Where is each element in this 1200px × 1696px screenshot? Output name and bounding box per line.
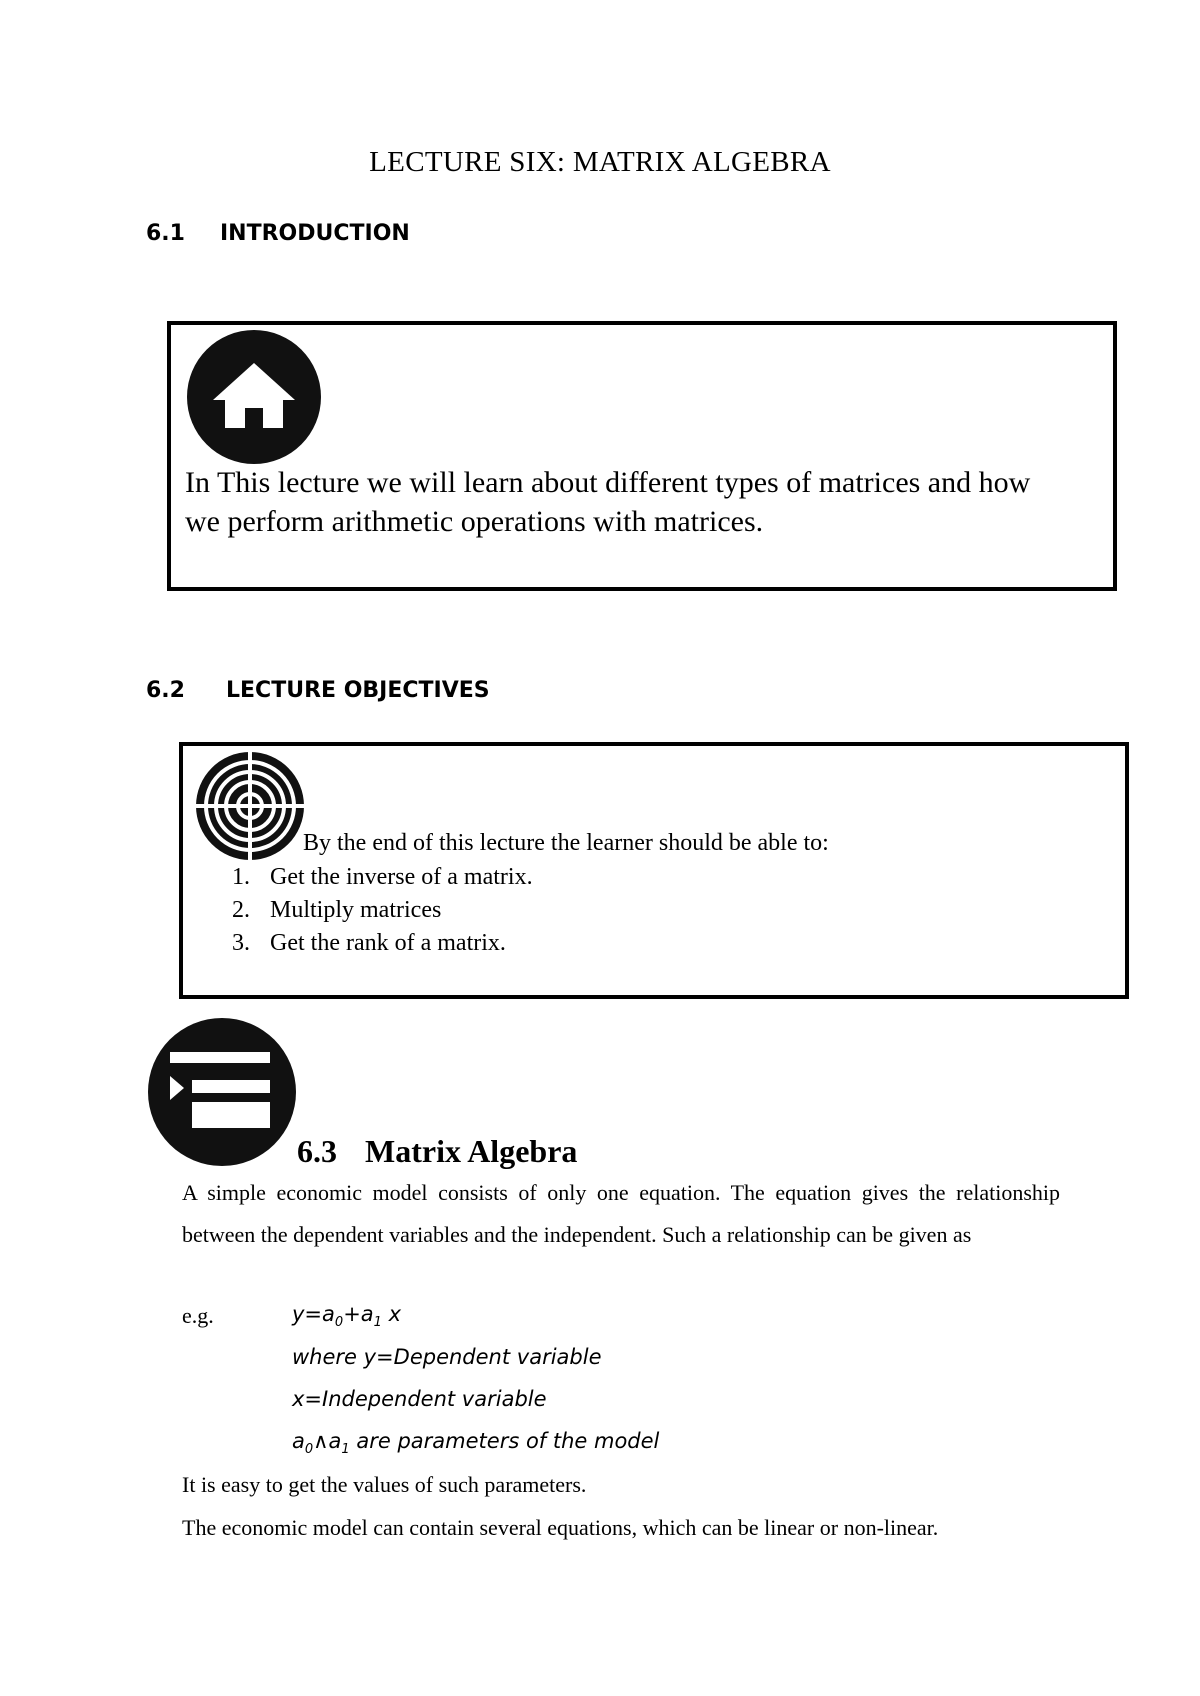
page-title: LECTURE SIX: MATRIX ALGEBRA [369,146,831,178]
introduction-text [185,463,1110,541]
section-6-2-number: 6.2 [146,678,185,703]
section-6-1-number: 6.1 [146,221,185,246]
objectives-lead-text: By the end of this lecture the learner should be able to: [303,830,829,856]
section-6-3-paragraph: A simple economic model consists of only one equation. The equation gives the relationship between the dependent variables and the independent. Such a relationship can be given as [182,1180,1060,1247]
objective-item [0,897,1200,927]
param-tail: are parameters of the model [349,1429,660,1453]
objective-number: 3. [232,930,250,956]
objective-text: Multiply matrices [270,897,442,923]
param-sub-1: 1 [341,1442,350,1458]
closing-line-2: The economic model can contain several equations, which can be linear or non-linear. [182,1515,939,1540]
equation-mid: +a [343,1302,374,1326]
section-6-3-number: 6.3 [297,1133,337,1169]
parameters-line [292,1429,659,1457]
example-label: e.g. [182,1303,214,1328]
independent-variable-line: x=Independent variable [292,1387,547,1411]
equation-rhs: x [381,1302,402,1326]
objective-item [0,864,1200,894]
equation-lhs: y=a [292,1302,335,1326]
equation-sub-1: 1 [373,1315,382,1331]
home-icon [187,330,321,464]
section-6-3-heading: Matrix Algebra [365,1133,578,1169]
objective-number: 2. [232,897,250,923]
section-6-3-title [297,1133,577,1170]
objective-item [0,930,1200,960]
model-equation [292,1302,401,1330]
introduction-text-line-2: we perform arithmetic operations with matrices. [185,505,764,538]
where-line: where y=Dependent variable [292,1345,602,1369]
introduction-text-line-1: In This lecture we will learn about different types of matrices and how [185,466,1031,499]
objective-number: 1. [232,864,250,890]
section-6-1-heading: INTRODUCTION [220,221,410,246]
section-6-2-heading: LECTURE OBJECTIVES [226,678,490,703]
param-a0: a [292,1429,305,1453]
param-and: ∧a [313,1429,342,1453]
param-sub-0: 0 [304,1442,314,1458]
objective-text: Get the rank of a matrix. [270,930,506,956]
equation-sub-0: 0 [334,1315,344,1331]
objective-text: Get the inverse of a matrix. [270,864,533,890]
list-content-icon [148,1018,296,1166]
target-icon [196,752,304,860]
closing-line-1: It is easy to get the values of such parameters. [182,1472,587,1497]
